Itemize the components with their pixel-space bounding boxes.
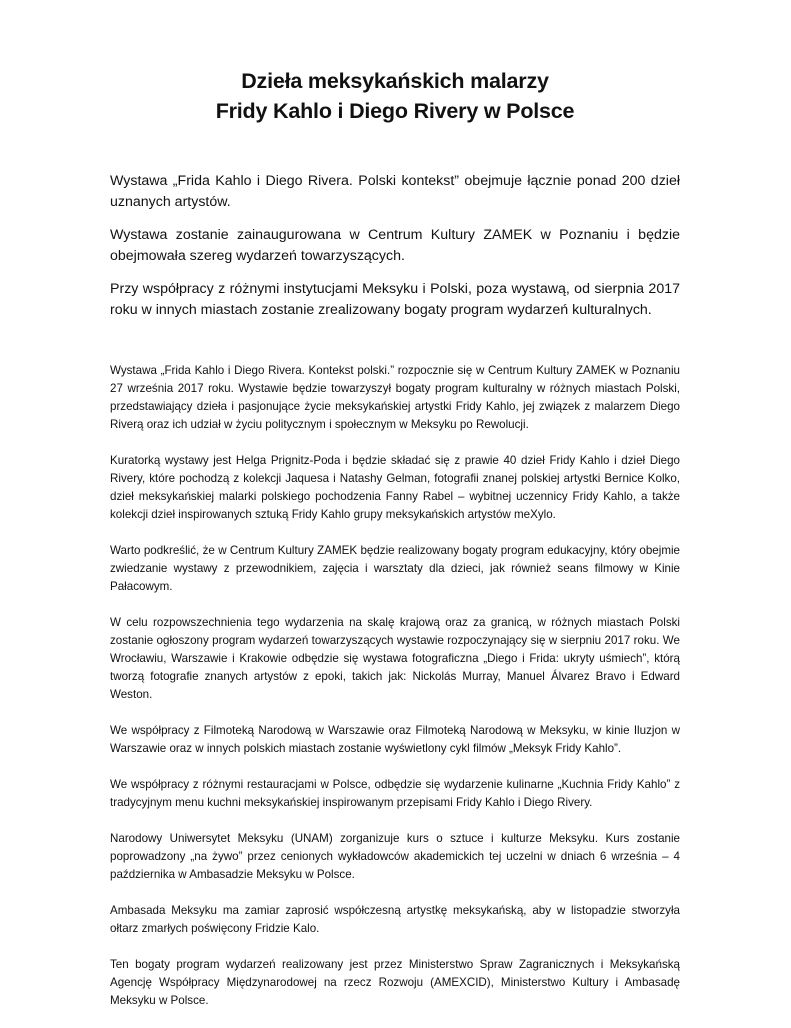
body-paragraph: Warto podkreślić, że w Centrum Kultury ZAMEK będzie realizowany bogaty program edukacyjny, który obejmie zwiedzanie wystawy z przewodnikiem, zajęcia i warsztaty dla dzieci, jak również seans filmowy w Kinie Pałacowym.	[110, 544, 680, 593]
lead-paragraph: Wystawa zostanie zainaugurowana w Centrum Kultury ZAMEK w Poznaniu i będzie obejmowała szereg wydarzeń towarzyszących.	[110, 227, 680, 264]
body-paragraph: We współpracy z Filmoteką Narodową w Warszawie oraz Filmoteką Narodową w Meksyku, w kinie Iluzjon w Warszawie oraz w innych polskich miastach zostanie wyświetlony cykl filmów „Meksyk Fridy Kahlo”.	[110, 724, 680, 755]
body-paragraph: Narodowy Uniwersytet Meksyku (UNAM) zorganizuje kurs o sztuce i kulturze Meksyku. Kurs zostanie poprowadzony „na żywo” przez cenionych wykładowców akademickich tej uczelni w dniach 6 września – 4 października w Ambasadzie Meksyku w Polsce.	[110, 832, 680, 881]
body-paragraph: We współpracy z różnymi restauracjami w Polsce, odbędzie się wydarzenie kulinarne „Kuchnia Fridy Kahlo” z tradycyjnym menu kuchni meksykańskiej inspirowanym przepisami Fridy Kahlo i Diego Rivery.	[110, 778, 680, 809]
body-paragraph: W celu rozpowszechnienia tego wydarzenia na skalę krajową oraz za granicą, w różnych miastach Polski zostanie ogłoszony program wydarzeń towarzyszących wystawie rozpoczynający się w sierpniu 2017 roku. We Wrocławiu, Warszawie i Krakowie odbędzie się wystawa fotograficzna „Diego i Frida: ukryty uśmiech”, którą tworzą fotografie znanych artystów z epoki, takich jak: Nickolás Murray, Manuel Álvarez Bravo i Edward Weston.	[110, 616, 680, 701]
body-section	[110, 362, 680, 1028]
body-paragraph: Wystawa „Frida Kahlo i Diego Rivera. Kontekst polski.” rozpocznie się w Centrum Kultury ZAMEK w Poznaniu 27 września 2017 roku. Wystawie będzie towarzyszył bogaty program kulturalny w różnych miastach Polski, przedstawiający dzieła i pasjonujące życie meksykańskiej artystki Fridy Kahlo, jej związek z malarzem Diego Riverą oraz ich udział w życiu politycznym i społecznym w Meksyku po Rewolucji.	[110, 364, 680, 431]
body-paragraph: Ambasada Meksyku ma zamiar zaprosić współczesną artystkę meksykańską, aby w listopadzie stworzyła ołtarz zmarłych poświęcony Fridzie Kalo.	[110, 904, 680, 935]
title-line-2: Fridy Kahlo i Diego Rivery w Polsce	[215, 99, 575, 123]
title-line-1: Dzieła meksykańskich malarzy	[241, 69, 549, 93]
lead-section	[110, 171, 680, 333]
lead-paragraph: Przy współpracy z różnymi instytucjami Meksyku i Polski, poza wystawą, od sierpnia 2017 roku w innych miastach zostanie zrealizowany bogaty program wydarzeń kulturalnych.	[110, 281, 680, 318]
lead-paragraph: Wystawa „Frida Kahlo i Diego Rivera. Polski kontekst” obejmuje łącznie ponad 200 dzieł uznanych artystów.	[110, 173, 680, 210]
page-title	[110, 66, 680, 126]
body-paragraph: Ten bogaty program wydarzeń realizowany jest przez Ministerstwo Spraw Zagranicznych i Meksykańską Agencję Współpracy Międzynarodowej na rzecz Rozwoju (AMEXCID), Ministerstwo Kultury i Ambasadę Meksyku w Polsce.	[110, 958, 680, 1007]
body-paragraph: Kuratorką wystawy jest Helga Prignitz-Poda i będzie składać się z prawie 40 dzieł Fridy Kahlo i dzieł Diego Rivery, które pochodzą z kolekcji Jaquesa i Natashy Gelman, fotografii znanej polskiej artystki Bernice Kolko, dzieł meksykańskiej malarki polskiego pochodzenia Fanny Rabel – wybitnej uczennicy Fridy Kahlo, a także kolekcji dzieł inspirowanych sztuką Fridy Kahlo grupy meksykańskich artystów meXylo.	[110, 454, 680, 521]
